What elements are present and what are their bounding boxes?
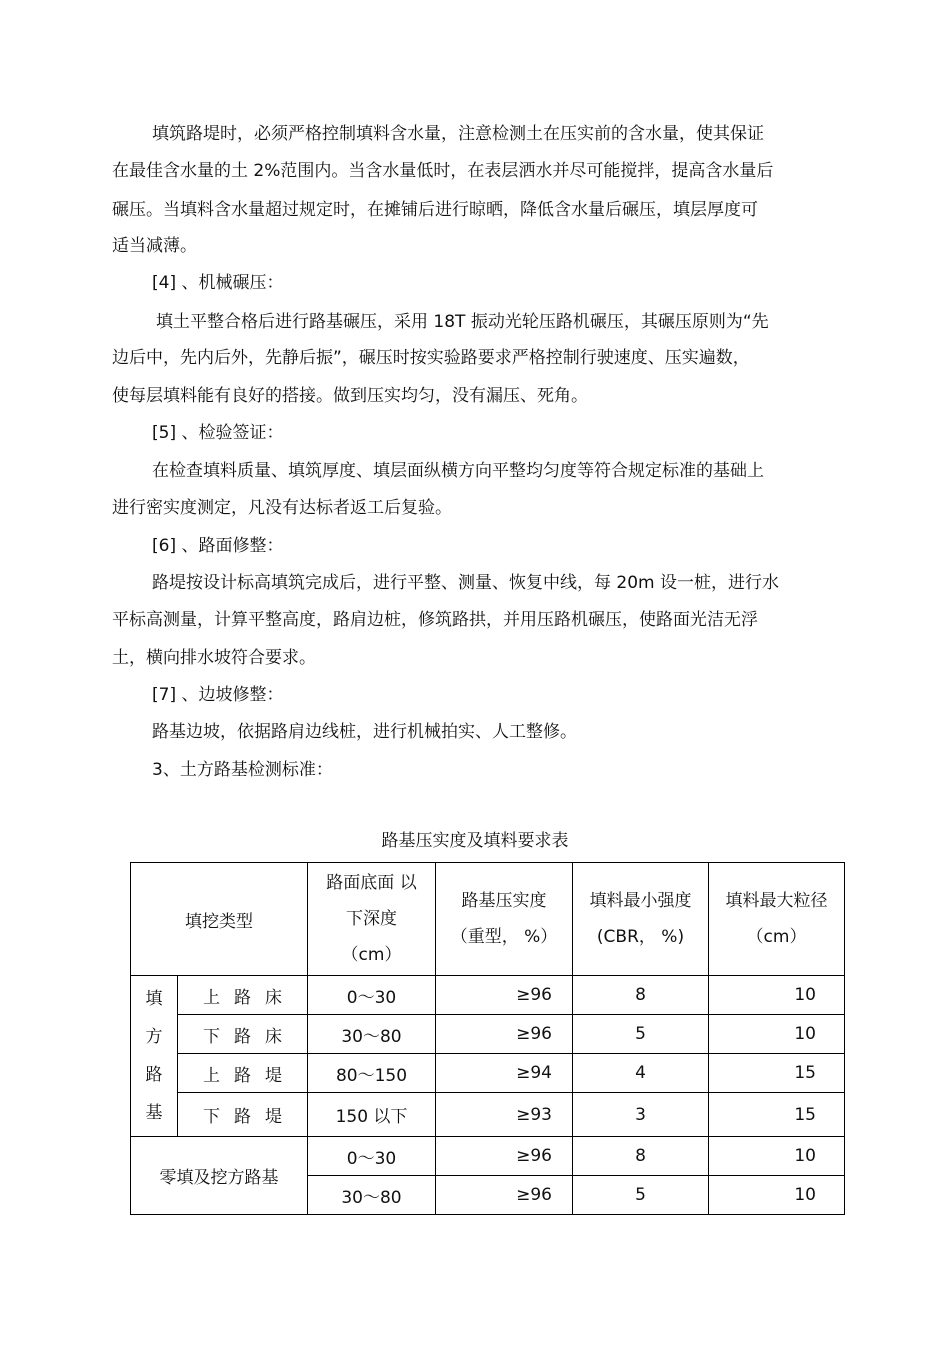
header-max-size xyxy=(709,863,845,976)
section-heading-4: [4] 、机械碾压： xyxy=(152,273,284,293)
paragraph-line: 填土平整合格后进行路基碾压，采用 18T 振动光轮压路机碾压，其碾压原则为“先 xyxy=(156,312,769,332)
cbr-cell: 4 xyxy=(573,1054,709,1093)
table-row xyxy=(131,1137,845,1176)
paragraph-line: 路堤按设计标高填筑完成后，进行平整、测量、恢复中线，每 20m 设一桩，进行水 xyxy=(152,573,779,593)
group-char: 填 xyxy=(145,989,163,1009)
header-strength-line: 填料最小强度 xyxy=(589,891,692,911)
depth-cell: 30～80 xyxy=(308,1015,436,1054)
header-depth-line: 下深度 xyxy=(346,909,397,929)
section-heading-3: 3、土方路基检测标准： xyxy=(152,760,333,780)
compaction-cell: ≥96 xyxy=(436,976,573,1015)
header-compaction xyxy=(436,863,573,976)
compaction-table xyxy=(130,862,845,1215)
fill-subgrade-group xyxy=(131,976,178,1137)
compaction-cell: ≥96 xyxy=(436,1137,573,1176)
depth-cell: 150 以下 xyxy=(308,1093,436,1137)
paragraph-line: 使每层填料能有良好的搭接。做到压实均匀，没有漏压、死角。 xyxy=(112,386,588,406)
header-depth xyxy=(308,863,436,976)
size-cell: 10 xyxy=(709,1015,845,1054)
header-min-strength xyxy=(573,863,709,976)
paragraph-line: 进行密实度测定，凡没有达标者返工后复验。 xyxy=(112,498,452,518)
compaction-cell: ≥96 xyxy=(436,1176,573,1215)
sub-type: 上路床 xyxy=(178,976,308,1015)
sub-type: 下路堤 xyxy=(178,1093,308,1137)
compaction-cell: ≥93 xyxy=(436,1093,573,1137)
sub-type: 上路堤 xyxy=(178,1054,308,1093)
depth-cell: 30～80 xyxy=(308,1176,436,1215)
size-cell: 15 xyxy=(709,1054,845,1093)
size-cell: 10 xyxy=(709,976,845,1015)
compaction-cell: ≥96 xyxy=(436,1015,573,1054)
cbr-cell: 8 xyxy=(573,976,709,1015)
table-row xyxy=(131,1054,845,1093)
paragraph-line: 平标高测量，计算平整高度，路肩边桩，修筑路拱，并用压路机碾压，使路面光洁无浮 xyxy=(112,610,758,630)
header-depth-line: 路面底面 以 xyxy=(326,873,417,893)
table-header-row xyxy=(131,863,845,976)
cbr-cell: 8 xyxy=(573,1137,709,1176)
size-cell: 10 xyxy=(709,1176,845,1215)
header-fill-type: 填挖类型 xyxy=(131,863,308,976)
compaction-cell: ≥94 xyxy=(436,1054,573,1093)
paragraph-line: 边后中，先内后外，先静后振”，碾压时按实验路要求严格控制行驶速度、压实遍数， xyxy=(112,348,750,368)
cbr-cell: 5 xyxy=(573,1015,709,1054)
section-heading-6: [6] 、路面修整： xyxy=(152,536,284,556)
group-char: 基 xyxy=(145,1103,163,1123)
paragraph-line: 适当减薄。 xyxy=(112,236,197,256)
section-heading-5: [5] 、检验签证： xyxy=(152,423,284,443)
paragraph-line: 在最佳含水量的土 2%范围内。当含水量低时，在表层洒水并尽可能搅拌，提高含水量后 xyxy=(112,161,774,181)
header-size-line: 填料最大粒径 xyxy=(725,891,828,911)
sub-type: 下路床 xyxy=(178,1015,308,1054)
size-cell: 15 xyxy=(709,1093,845,1137)
group-char: 路 xyxy=(145,1065,163,1085)
cut-subgrade-group: 零填及挖方路基 xyxy=(131,1137,308,1215)
depth-cell: 80～150 xyxy=(308,1054,436,1093)
table-row xyxy=(131,1093,845,1137)
header-strength-line: (CBR， %) xyxy=(596,927,685,947)
paragraph-line: 碾压。当填料含水量超过规定时，在摊铺后进行晾晒，降低含水量后碾压，填层厚度可 xyxy=(112,200,758,220)
table-row xyxy=(131,1015,845,1054)
table-row xyxy=(131,976,845,1015)
depth-cell: 0～30 xyxy=(308,1137,436,1176)
header-compaction-line: （重型， %） xyxy=(450,927,558,947)
header-depth-line: （cm） xyxy=(341,945,402,965)
paragraph-line: 路基边坡，依据路肩边线桩，进行机械拍实、人工整修。 xyxy=(152,722,577,742)
depth-cell: 0～30 xyxy=(308,976,436,1015)
cbr-cell: 5 xyxy=(573,1176,709,1215)
cbr-cell: 3 xyxy=(573,1093,709,1137)
size-cell: 10 xyxy=(709,1137,845,1176)
header-compaction-line: 路基压实度 xyxy=(461,891,547,911)
paragraph-line: 填筑路堤时，必须严格控制填料含水量，注意检测土在压实前的含水量，使其保证 xyxy=(152,124,764,144)
paragraph-line: 在检查填料质量、填筑厚度、填层面纵横方向平整均匀度等符合规定标准的基础上 xyxy=(152,461,764,481)
paragraph-line: 土，横向排水坡符合要求。 xyxy=(112,648,316,668)
header-size-line: （cm） xyxy=(746,927,807,947)
group-char: 方 xyxy=(145,1027,163,1047)
section-heading-7: [7] 、边坡修整： xyxy=(152,685,284,705)
table-caption: 路基压实度及填料要求表 xyxy=(381,831,569,851)
